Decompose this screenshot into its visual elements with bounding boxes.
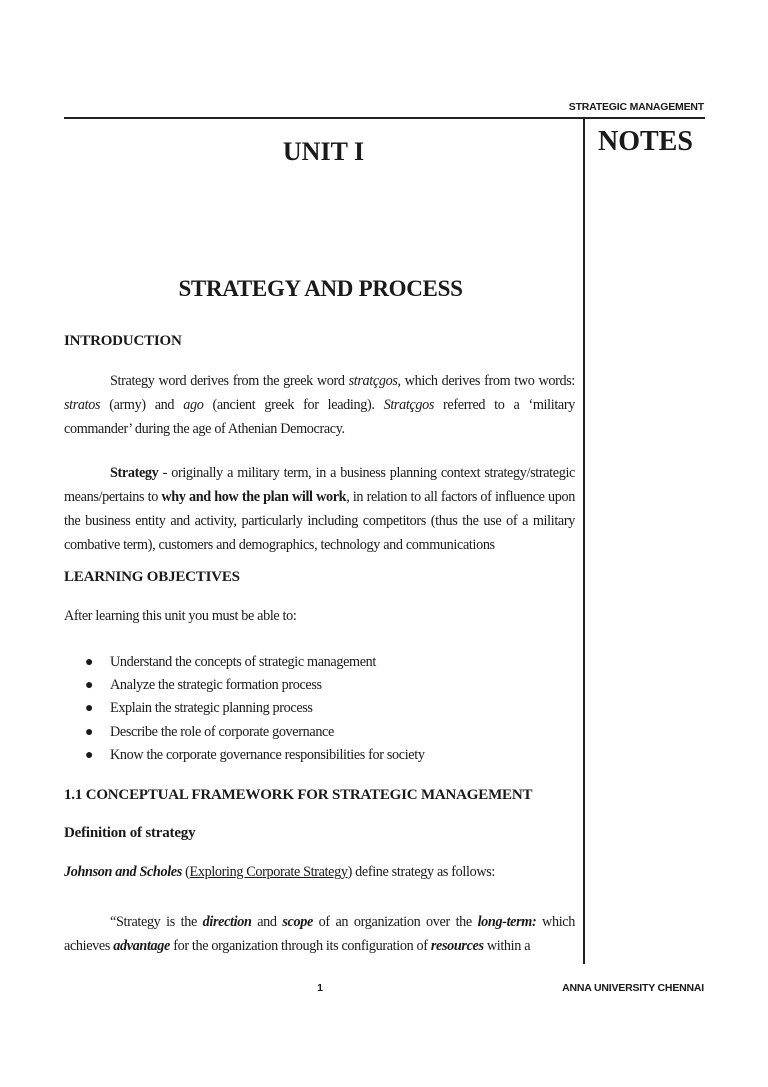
book-title: Exploring Corporate Strategy (189, 864, 348, 880)
running-header: STRATEGIC MANAGEMENT (568, 101, 704, 113)
header-rule (64, 117, 705, 119)
list-item: ● Explain the strategic planning process (64, 697, 425, 720)
attribution-line: Johnson and Scholes (Exploring Corporate Strategy) define strategy as follows: (64, 864, 496, 880)
section-1-1-heading: 1.1 CONCEPTUAL FRAMEWORK FOR STRATEGIC MANAGEMENT (64, 787, 533, 803)
page-number: 1 (317, 982, 323, 994)
bullet-icon: ● (85, 701, 94, 717)
strategy-definition-paragraph: Strategy - originally a military term, in a business planning context strategy/strategic means/pertains to why and how the plan will work, in relation to all factors of influence upon the business entity and activity, particularly including competitors (thus the use of a military combative term), customers and demographics, technology and communications (64, 465, 575, 553)
bullet-icon: ● (85, 655, 94, 670)
bullet-icon: ● (85, 747, 94, 763)
objectives-list (64, 651, 425, 767)
bullet-icon: ● (85, 678, 94, 694)
objectives-intro: After learning this unit you must be able to: (64, 608, 297, 624)
bullet-icon: ● (85, 724, 94, 740)
notes-label: NOTES (598, 126, 693, 157)
list-item: ● Describe the role of corporate governance (64, 721, 425, 744)
definition-subheading: Definition of strategy (64, 825, 196, 841)
unit-title: UNIT I (282, 137, 365, 166)
list-item: ● Understand the concepts of strategic management (64, 651, 425, 674)
list-item: ● Know the corporate governance responsibilities for society (64, 744, 425, 767)
notes-column-rule (583, 117, 585, 964)
introduction-paragraph: Strategy word derives from the greek word stratçgos, which derives from two words: stratos (army) and ago (ancient greek for leading). Stratçgos referred to a ‘military commander’ during the age of Athenian Democracy. (64, 373, 575, 437)
footer-institution: ANNA UNIVERSITY CHENNAI (562, 982, 704, 994)
introduction-heading: INTRODUCTION (64, 333, 182, 349)
strategy-quote: “Strategy is the direction and scope of an organization over the long-term: which achieves advantage for the organization through its configuration of resources within a (64, 914, 575, 954)
list-item: ● Analyze the strategic formation process (64, 674, 425, 697)
learning-objectives-heading: LEARNING OBJECTIVES (64, 569, 240, 585)
section-title: STRATEGY AND PROCESS (178, 276, 463, 301)
